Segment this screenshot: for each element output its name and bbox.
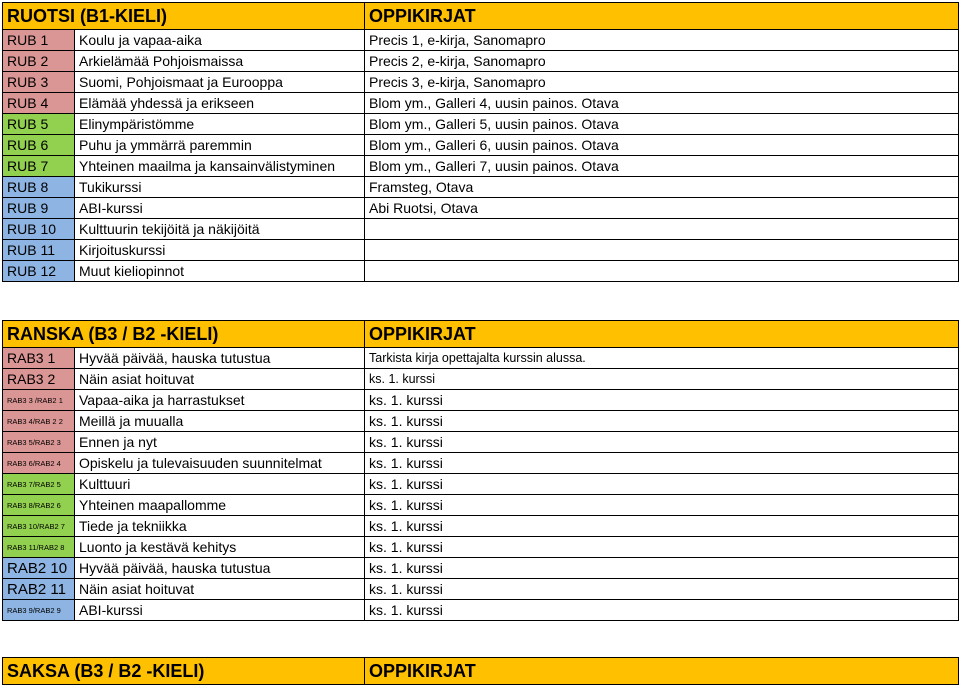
- course-code: RUB 4: [3, 93, 75, 114]
- course-code: RUB 1: [3, 30, 75, 51]
- course-name: Kulttuurin tekijöitä ja näkijöitä: [75, 219, 365, 240]
- course-book: Precis 2, e-kirja, Sanomapro: [365, 51, 959, 72]
- table-row: [3, 432, 959, 453]
- course-book: [365, 261, 959, 282]
- table-row: [3, 453, 959, 474]
- course-code: RAB3 3 /RAB2 1: [3, 390, 75, 411]
- course-book: Blom ym., Galleri 4, uusin painos. Otava: [365, 93, 959, 114]
- course-book: ks. 1. kurssi: [365, 558, 959, 579]
- course-book: ks. 1. kurssi: [365, 432, 959, 453]
- table-row: [3, 516, 959, 537]
- course-book: Precis 3, e-kirja, Sanomapro: [365, 72, 959, 93]
- course-code: RAB3 8/RAB2 6: [3, 495, 75, 516]
- course-book: ks. 1. kurssi: [365, 579, 959, 600]
- course-name: Opiskelu ja tulevaisuuden suunnitelmat: [75, 453, 365, 474]
- course-name: Muut kieliopinnot: [75, 261, 365, 282]
- course-book: Tarkista kirja opettajalta kurssin alussa.: [365, 348, 959, 369]
- table-row: [3, 51, 959, 72]
- course-book: ks. 1. kurssi: [365, 600, 959, 621]
- course-book: [365, 219, 959, 240]
- course-name: Kirjoituskurssi: [75, 240, 365, 261]
- course-name: Koulu ja vapaa-aika: [75, 30, 365, 51]
- course-code: RUB 6: [3, 135, 75, 156]
- table-row: [3, 72, 959, 93]
- table-header-row: [3, 3, 959, 30]
- course-code: RAB3 1: [3, 348, 75, 369]
- table-row: [3, 495, 959, 516]
- table-row: [3, 177, 959, 198]
- table-row: [3, 135, 959, 156]
- course-name: Puhu ja ymmärrä paremmin: [75, 135, 365, 156]
- table-row: [3, 261, 959, 282]
- course-name: Tukikurssi: [75, 177, 365, 198]
- course-book: Abi Ruotsi, Otava: [365, 198, 959, 219]
- course-book: ks. 1. kurssi: [365, 495, 959, 516]
- course-name: Hyvää päivää, hauska tutustua: [75, 348, 365, 369]
- section-title-saksa: SAKSA (B3 / B2 -KIELI): [3, 658, 365, 685]
- course-name: Vapaa-aika ja harrastukset: [75, 390, 365, 411]
- course-name: Suomi, Pohjoismaat ja Eurooppa: [75, 72, 365, 93]
- course-name: Arkielämää Pohjoismaissa: [75, 51, 365, 72]
- table-row: [3, 600, 959, 621]
- table-row: [3, 537, 959, 558]
- course-name: Ennen ja nyt: [75, 432, 365, 453]
- course-code: RUB 10: [3, 219, 75, 240]
- table-ranska: [2, 320, 959, 621]
- section-title-ruotsi: RUOTSI (B1-KIELI): [3, 3, 365, 30]
- course-name: Hyvää päivää, hauska tutustua: [75, 558, 365, 579]
- course-name: Näin asiat hoituvat: [75, 369, 365, 390]
- course-name: Elämää yhdessä ja erikseen: [75, 93, 365, 114]
- course-book: Framsteg, Otava: [365, 177, 959, 198]
- table-row: [3, 198, 959, 219]
- course-book: Precis 1, e-kirja, Sanomapro: [365, 30, 959, 51]
- course-book: Blom ym., Galleri 7, uusin painos. Otava: [365, 156, 959, 177]
- course-code: RAB2 10: [3, 558, 75, 579]
- course-name: Elinympäristömme: [75, 114, 365, 135]
- section-title-ranska: RANSKA (B3 / B2 -KIELI): [3, 321, 365, 348]
- course-name: Kulttuuri: [75, 474, 365, 495]
- course-code: RUB 2: [3, 51, 75, 72]
- course-code: RUB 7: [3, 156, 75, 177]
- course-book: ks. 1. kurssi: [365, 516, 959, 537]
- table-row: [3, 93, 959, 114]
- table-header-row: [3, 658, 959, 685]
- course-code: RAB3 4/RAB 2 2: [3, 411, 75, 432]
- table-row: [3, 390, 959, 411]
- course-name: ABI-kurssi: [75, 600, 365, 621]
- course-code: RUB 11: [3, 240, 75, 261]
- course-code: RAB2 11: [3, 579, 75, 600]
- course-name: Yhteinen maapallomme: [75, 495, 365, 516]
- table-saksa: [2, 657, 959, 685]
- table-header-row: [3, 321, 959, 348]
- books-header: OPPIKIRJAT: [365, 321, 959, 348]
- table-ruotsi: [2, 2, 959, 282]
- table-row: [3, 348, 959, 369]
- course-code: RUB 8: [3, 177, 75, 198]
- table-row: [3, 156, 959, 177]
- course-code: RAB3 6/RAB2 4: [3, 453, 75, 474]
- course-book: Blom ym., Galleri 5, uusin painos. Otava: [365, 114, 959, 135]
- course-name: Tiede ja tekniikka: [75, 516, 365, 537]
- table-row: [3, 474, 959, 495]
- course-book: ks. 1. kurssi: [365, 453, 959, 474]
- course-book: ks. 1. kurssi: [365, 537, 959, 558]
- course-name: Yhteinen maailma ja kansainvälistyminen: [75, 156, 365, 177]
- course-code: RAB3 7/RAB2 5: [3, 474, 75, 495]
- course-code: RAB3 10/RAB2 7: [3, 516, 75, 537]
- table-row: [3, 219, 959, 240]
- table-row: [3, 240, 959, 261]
- course-book: ks. 1. kurssi: [365, 411, 959, 432]
- course-code: RUB 9: [3, 198, 75, 219]
- course-book: ks. 1. kurssi: [365, 369, 959, 390]
- course-code: RAB3 11/RAB2 8: [3, 537, 75, 558]
- table-row: [3, 579, 959, 600]
- course-name: ABI-kurssi: [75, 198, 365, 219]
- table-row: [3, 114, 959, 135]
- course-code: RUB 3: [3, 72, 75, 93]
- course-book: ks. 1. kurssi: [365, 390, 959, 411]
- course-book: Blom ym., Galleri 6, uusin painos. Otava: [365, 135, 959, 156]
- books-header: OPPIKIRJAT: [365, 658, 959, 685]
- course-book: [365, 240, 959, 261]
- table-row: [3, 411, 959, 432]
- course-name: Luonto ja kestävä kehitys: [75, 537, 365, 558]
- course-code: RUB 5: [3, 114, 75, 135]
- course-code: RAB3 9/RAB2 9: [3, 600, 75, 621]
- course-book: ks. 1. kurssi: [365, 474, 959, 495]
- table-row: [3, 369, 959, 390]
- course-name: Näin asiat hoituvat: [75, 579, 365, 600]
- course-name: Meillä ja muualla: [75, 411, 365, 432]
- table-row: [3, 558, 959, 579]
- books-header: OPPIKIRJAT: [365, 3, 959, 30]
- course-code: RAB3 5/RAB2 3: [3, 432, 75, 453]
- table-row: [3, 30, 959, 51]
- course-code: RAB3 2: [3, 369, 75, 390]
- course-code: RUB 12: [3, 261, 75, 282]
